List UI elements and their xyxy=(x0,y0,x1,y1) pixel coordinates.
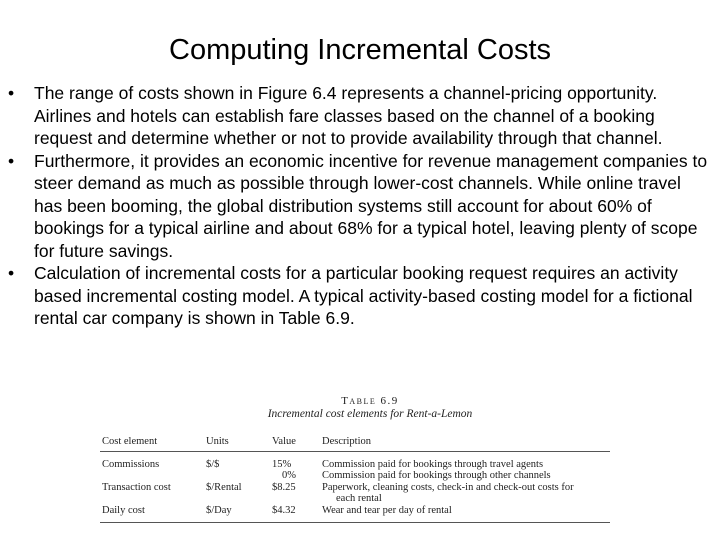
header-value: Value xyxy=(270,434,320,451)
cell-units: $/$ xyxy=(206,458,220,470)
bullet-marker: • xyxy=(8,263,15,283)
cell-element: Daily cost xyxy=(100,505,204,523)
cell-description-line: Paperwork, cleaning costs, check-in and check-out costs for xyxy=(322,481,574,493)
bullet-marker: • xyxy=(8,83,15,103)
cell-value: 0% xyxy=(282,470,296,481)
cell-units: $/Day xyxy=(204,505,270,523)
bullet-text: Calculation of incremental costs for a particular booking request requires an activity based incremental costing model. A typical activity-based costing model for a fictional rental car company is shown in Table 6.9. xyxy=(34,263,693,328)
bullet-item xyxy=(8,262,708,330)
cell-description xyxy=(320,482,610,505)
cell-element xyxy=(100,470,204,482)
bullet-item xyxy=(8,150,708,263)
cell-units: $/Rental xyxy=(206,481,242,493)
slide-title: Computing Incremental Costs xyxy=(169,34,551,66)
table-row xyxy=(100,482,610,505)
cell-element: Transaction cost xyxy=(102,481,171,493)
cost-table xyxy=(100,434,610,523)
table-row xyxy=(100,451,610,470)
table-figure xyxy=(100,395,610,523)
cell-description-continuation: each rental xyxy=(336,493,382,504)
cell-element: Commissions xyxy=(102,458,160,470)
cell-value: 15% xyxy=(272,458,292,470)
bullet-text: The range of costs shown in Figure 6.4 represents a channel-pricing opportunity. Airlines and hotels can establish fare classes based on the channel of a booking request and determine whether or not to provide availability through that channel. xyxy=(34,83,663,148)
header-cost-element: Cost element xyxy=(100,434,204,451)
header-description: Description xyxy=(320,434,610,451)
cell-value: $4.32 xyxy=(270,505,320,523)
table-number: Table 6.9 xyxy=(341,395,399,407)
cell-value: $8.25 xyxy=(272,481,296,493)
bullet-text: Furthermore, it provides an economic incentive for revenue management companies to steer demand as much as possible through lower-cost channels. While online travel has been booming, the global distribution systems still account for about 60% of bookings for a typical airline and about 68% for a typical hotel, leaving plenty of scope for future savings. xyxy=(34,150,708,261)
bullet-list xyxy=(8,82,708,330)
table-row xyxy=(100,470,610,482)
cell-units xyxy=(204,470,270,482)
cell-description: Commission paid for bookings through other channels xyxy=(322,470,551,481)
bullet-marker: • xyxy=(8,150,15,171)
table-caption: Incremental cost elements for Rent-a-Lemon xyxy=(267,408,473,420)
table-row xyxy=(100,505,610,523)
header-units: Units xyxy=(204,434,270,451)
cell-description: Commission paid for bookings through travel agents xyxy=(322,458,544,470)
bullet-item xyxy=(8,82,708,150)
table-header-row xyxy=(100,434,610,451)
cell-description: Wear and tear per day of rental xyxy=(320,505,610,523)
